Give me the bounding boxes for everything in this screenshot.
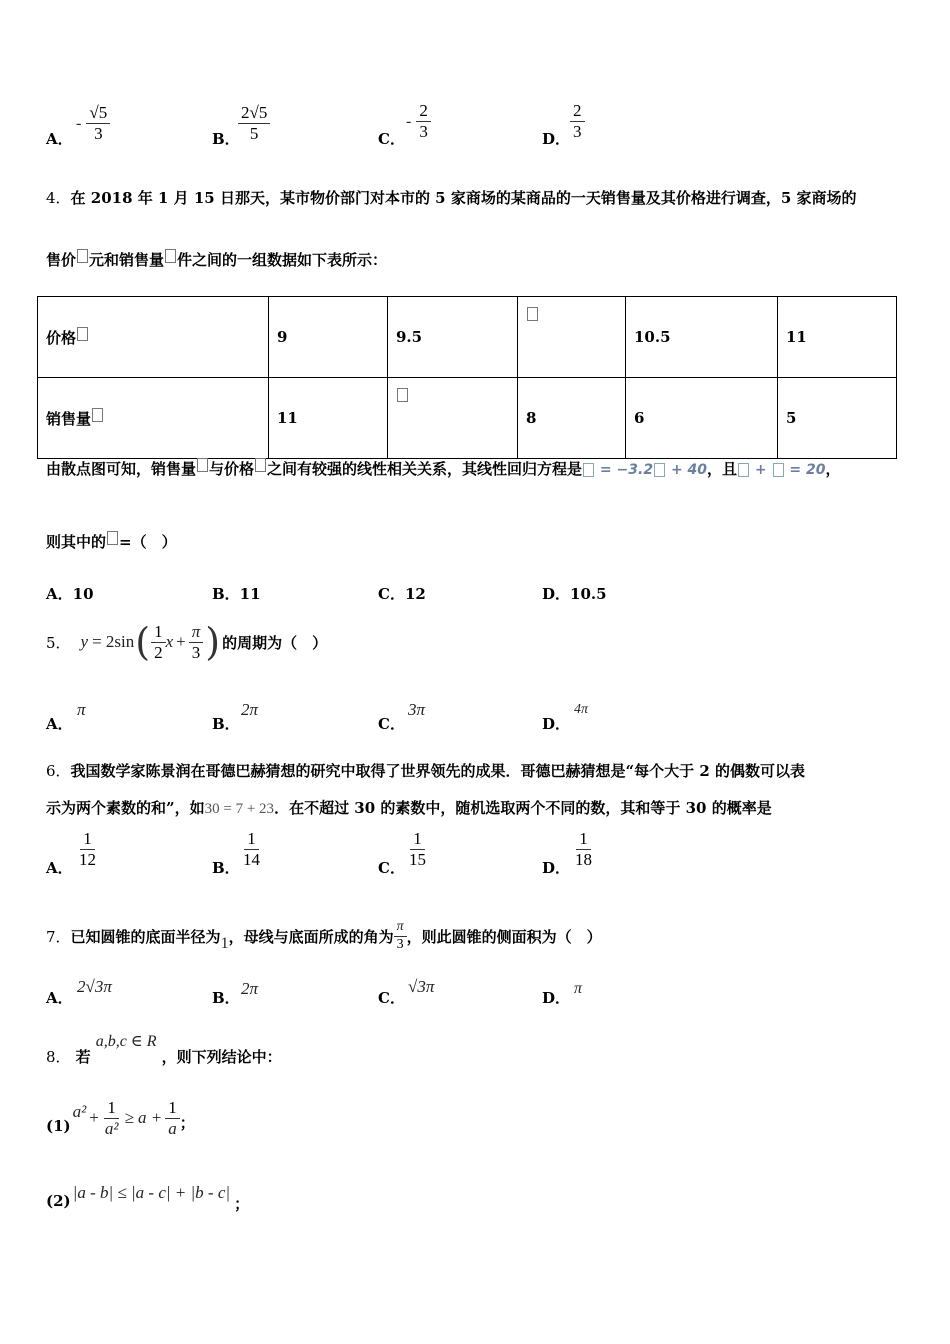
q7-option-d[interactable]: D． [542, 989, 571, 1007]
placeholder-icon [92, 408, 103, 422]
right-paren: ) [205, 620, 221, 664]
table-cell [518, 297, 626, 378]
table-cell: 11 [778, 297, 897, 378]
q6-option-a-value [76, 830, 99, 869]
regression-equation [582, 462, 707, 478]
q7-option-c[interactable]: C． [378, 989, 405, 1007]
plus-sign: + [89, 1108, 99, 1127]
numerator: 1 [244, 830, 259, 850]
placeholder-icon [77, 327, 88, 341]
table-cell: 5 [778, 378, 897, 459]
table-cell [38, 297, 269, 378]
option-label: B． [212, 130, 240, 148]
fraction [394, 920, 407, 952]
table-cell [388, 378, 518, 459]
question-number: 5． [46, 633, 71, 652]
q4-stem-line1 [46, 187, 856, 208]
placeholder-icon [255, 458, 266, 472]
fraction [151, 623, 166, 662]
q3-option-b[interactable] [212, 128, 240, 149]
func-y: y [80, 632, 89, 651]
text: ，则下列结论中： [161, 1048, 282, 1066]
question-number: 6． [46, 762, 71, 780]
q6-option-d-value [572, 830, 595, 869]
q6-option-c-value [406, 830, 429, 869]
text: ．在不超过 30 的素数中，随机选取两个不同的数，其和等于 30 的概率是 [274, 799, 772, 817]
denominator: 18 [575, 849, 592, 869]
q5-option-d[interactable]: D． [542, 715, 571, 733]
text: 之间有较强的线性相关关系，其线性回归方程是 [267, 460, 583, 478]
n-placeholder-icon [773, 463, 784, 477]
q3-option-a-value [76, 104, 110, 143]
placeholder-icon [197, 458, 208, 472]
denominator: 5 [249, 123, 259, 143]
text: ，则此圆锥的侧面积为（ ） [406, 927, 602, 946]
a-squared: a² [72, 1102, 87, 1121]
text: 与价格 [209, 460, 255, 478]
fraction [238, 104, 270, 143]
text: 售价 [46, 251, 77, 269]
numerator: 1 [151, 623, 166, 643]
placeholder-icon [165, 249, 176, 263]
denominator: 3 [419, 121, 428, 141]
text: ，且 [707, 460, 738, 478]
q3-option-d-value [570, 102, 585, 141]
text: 已知圆锥的底面半径为 [70, 927, 221, 946]
q3-option-d[interactable] [542, 128, 570, 149]
q4-stem-line2 [46, 249, 387, 270]
q8-stem [46, 1030, 282, 1070]
option-label: C． [378, 130, 405, 148]
fraction [189, 623, 204, 662]
denominator: 3 [396, 936, 404, 952]
denominator: 3 [191, 642, 201, 662]
minus-sign: - [76, 114, 82, 132]
placeholder-icon [107, 531, 118, 545]
triangle-inequality: |a - b| ≤ |a - c| + |b - c| [72, 1183, 231, 1202]
text: 若 [75, 1048, 91, 1066]
text: 我国数学家陈景润在哥德巴赫猜想的研究中取得了世界领先的成果．哥德巴赫猜想是“每个大于 2 的偶数可以表 [70, 762, 806, 780]
table-cell [38, 378, 269, 459]
placeholder-icon [397, 388, 408, 402]
q3-option-c-value [406, 102, 431, 141]
table-cell: 10.5 [626, 297, 778, 378]
option-label: D． [542, 130, 571, 148]
sum-equation: + = 20 [737, 462, 825, 478]
q3-option-b-value [238, 104, 270, 143]
text: 件之间的一组数据如下表所示： [177, 251, 388, 269]
q8-item2 [46, 1176, 250, 1213]
m-placeholder-icon [738, 463, 749, 477]
q5-option-b-value: 2π [241, 700, 259, 719]
q4-option-a[interactable]: A．10 [46, 585, 94, 603]
denominator: 2 [154, 642, 163, 662]
q6-option-c[interactable]: C． [378, 859, 405, 877]
fraction [240, 830, 263, 869]
numerator: √5 [86, 104, 110, 124]
plus-sign: + [176, 632, 186, 651]
table-row [38, 378, 897, 459]
q4-option-c[interactable]: C．12 [378, 585, 426, 603]
placeholder-icon [527, 307, 538, 321]
q4-question-line [46, 531, 177, 552]
q5-option-d-value: 4π [574, 702, 589, 717]
text: ，母线与底面所成的角为 [228, 927, 394, 946]
table-cell: 8 [518, 378, 626, 459]
numerator: 1 [80, 830, 95, 850]
y-hat-placeholder-icon [583, 463, 594, 477]
numerator: 1 [165, 1099, 180, 1119]
question-number: 8． [46, 1048, 71, 1066]
text: 则其中的 [46, 533, 107, 551]
q7-option-b[interactable]: B． [212, 989, 240, 1007]
fraction [570, 102, 585, 141]
denominator: 12 [79, 849, 96, 869]
numerator: 1 [104, 1099, 119, 1119]
q3-option-a[interactable] [46, 128, 73, 149]
table-cell: 9 [269, 297, 388, 378]
q4-option-d[interactable]: D．10.5 [542, 585, 607, 603]
q5-option-b[interactable]: B． [212, 715, 240, 733]
cell-text: 销售量 [46, 409, 92, 428]
q7-option-b-value: 2π [241, 979, 259, 998]
q7-option-c-value: √3π [408, 977, 435, 996]
denominator: 15 [409, 849, 426, 869]
q6-option-d[interactable]: D． [542, 859, 571, 877]
inequality: ≥ a + [124, 1108, 163, 1127]
q5-option-a-value: π [77, 700, 86, 719]
q5-option-c[interactable]: C． [378, 715, 405, 733]
q6-stem-line2 [46, 797, 772, 818]
fraction [406, 830, 429, 869]
numerator: 2 [416, 102, 431, 122]
q7-option-a-value: 2√3π [77, 977, 112, 996]
numerator: π [189, 623, 204, 643]
var-x: x [165, 632, 174, 651]
q7-option-d-value: π [574, 980, 583, 997]
text: =（ ） [119, 533, 177, 551]
numerator: π [394, 920, 407, 937]
example-equation: 30 = 7 + 23 [204, 801, 275, 817]
numerator: 1 [576, 830, 591, 850]
fraction [165, 1099, 180, 1138]
func-sin: = 2sin [92, 632, 135, 651]
q4-data-table [37, 296, 897, 459]
item-label: (1) [46, 1117, 71, 1135]
formula-part: + 40 [670, 462, 708, 478]
q5-option-c-value: 3π [408, 700, 426, 719]
numerator: 2 [570, 102, 585, 122]
left-paren: ( [135, 620, 151, 664]
text: 元和销售量 [89, 251, 165, 269]
condition: a,b,c ∈ R [95, 1033, 157, 1050]
q5-text: 的周期为（ ） [222, 633, 328, 652]
formula-part: = −3.2 [599, 462, 654, 478]
q4-regression-line [46, 458, 841, 479]
minus-sign: - [406, 112, 412, 130]
question-number: 7． [46, 927, 71, 946]
q5-option-a[interactable]: A． [46, 715, 73, 733]
item-label: (2) [46, 1192, 71, 1210]
q7-option-a[interactable]: A． [46, 989, 73, 1007]
fraction [416, 102, 431, 141]
q6-option-b[interactable]: B． [212, 859, 240, 877]
fraction [102, 1099, 122, 1138]
q6-stem-line1 [46, 760, 805, 781]
table-cell: 11 [269, 378, 388, 459]
fraction [76, 830, 99, 869]
text: 由散点图可知，销售量 [46, 460, 197, 478]
x-placeholder-icon [654, 463, 665, 477]
q5-stem [46, 617, 327, 667]
fraction [86, 104, 110, 143]
semicolon: ； [179, 1113, 195, 1132]
formula-part: = 20 [789, 462, 826, 478]
text: ， [825, 460, 841, 478]
question-number: 4． [46, 189, 71, 207]
numerator: 1 [410, 830, 425, 850]
text: 示为两个素数的和”，如 [46, 799, 205, 817]
table-cell: 6 [626, 378, 778, 459]
table-row [38, 297, 897, 378]
q4-text-line1: 在 2018 年 1 月 15 日那天，某市物价部门对本市的 5 家商场的某商品的一天销售量及其价格进行调查，5 家商场的 [70, 189, 857, 207]
q4-option-b[interactable]: B．11 [212, 585, 261, 603]
denominator: 14 [243, 849, 260, 869]
table-cell: 9.5 [388, 297, 518, 378]
option-label: A． [46, 130, 73, 148]
q3-option-c[interactable] [378, 128, 405, 149]
q6-option-b-value [240, 830, 263, 869]
placeholder-icon [77, 249, 88, 263]
denominator: 3 [573, 121, 582, 141]
denominator: a² [104, 1118, 119, 1138]
cell-text: 价格 [46, 328, 77, 347]
numerator: 2√5 [238, 104, 270, 124]
fraction [572, 830, 595, 869]
q7-stem [46, 913, 602, 959]
q8-item1 [46, 1094, 195, 1142]
semicolon: ； [234, 1194, 250, 1213]
denominator: a [168, 1118, 177, 1138]
q6-option-a[interactable]: A． [46, 859, 73, 877]
denominator: 3 [94, 123, 103, 143]
radius-value: 1 [220, 935, 229, 952]
